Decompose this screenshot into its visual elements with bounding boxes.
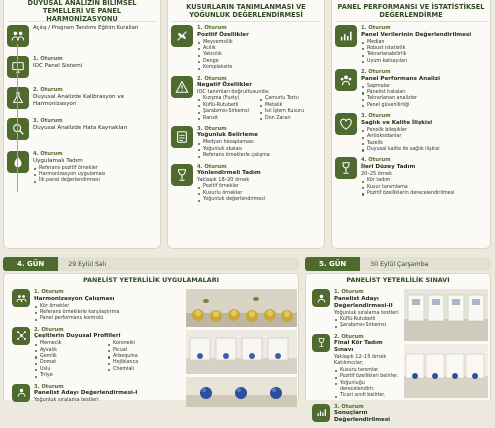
- bullet-list: [197, 184, 321, 203]
- list-item: Kızışma (Fusty): [197, 96, 259, 102]
- item-title: Pozitif Özellikler: [197, 31, 249, 38]
- day-4-header: [3, 257, 299, 271]
- day-5-photos: [404, 289, 488, 401]
- list-item: Panelist hataları: [361, 90, 487, 96]
- list-item: Don Zararı: [259, 116, 321, 122]
- column-scientific-foundations: [3, 0, 161, 249]
- list-item: Uslu: [34, 367, 107, 373]
- results-icon: [312, 404, 330, 422]
- agenda-item-session-2: [7, 87, 157, 109]
- list-item: Tekrarlanabilirlik: [361, 52, 487, 58]
- session-label: 4. Oturum: [361, 157, 391, 164]
- people-icon: [12, 289, 30, 307]
- agenda-item-session-2: [12, 327, 180, 380]
- session-label: 2. Oturum: [33, 87, 63, 93]
- list-item: Antioksidanlar: [361, 134, 487, 140]
- item-title: Negatif Özellikler: [197, 82, 252, 89]
- session-label: 1. Oturum: [361, 25, 391, 31]
- blind-tasting-icon: [312, 334, 330, 352]
- item-title: Final Kör Tadım Sınavı: [334, 340, 383, 354]
- warning-icon: [171, 76, 193, 98]
- agenda-item-session-3: [335, 113, 487, 153]
- checklist-icon: [171, 126, 193, 148]
- tasting-booths-photo: [186, 330, 297, 374]
- list-item: Harmonizasyon uygulaması: [33, 172, 157, 178]
- list-item: Panel performans kontrolü: [34, 316, 180, 322]
- list-item: Kör tadım: [361, 178, 487, 184]
- column-title: PANEL PERFORMANSI VE İSTATİSTİKSEL DEĞERLENDİRME: [335, 0, 487, 22]
- olive-oil-drop-icon: [7, 151, 29, 173]
- heart-icon: [335, 113, 357, 135]
- list-item: Referans pozitif örnekler: [33, 166, 157, 172]
- flask-icon: [7, 87, 29, 109]
- wine-glass-icon: [335, 157, 357, 179]
- list-item: Kör örnekler: [34, 304, 180, 310]
- item-title: Yönlendirmeli Tadım: [197, 170, 261, 177]
- session-label: 3. Oturum: [34, 383, 64, 390]
- column-panel-performance: [331, 0, 491, 249]
- list-item: Tekrarlanan analizler: [361, 96, 487, 102]
- item-title: Yoğunluk Belirleme: [197, 132, 258, 139]
- session-label: 2. Oturum: [361, 69, 391, 76]
- list-item: Referans örneklerle çalışma: [197, 153, 321, 159]
- day-4-photos: [186, 289, 297, 410]
- list-item: Hojiblanca: [107, 360, 180, 366]
- agenda-item-session-1: [171, 25, 321, 72]
- list-item: Sapmalar: [361, 84, 487, 90]
- bullet-list: [197, 40, 321, 72]
- item-subtitle: Katılımcılar;: [334, 360, 364, 367]
- bullet-list: [197, 96, 259, 122]
- item-title: Panelist Adayı Değerlendirmesi-I: [34, 390, 138, 397]
- day-4-sessions: [12, 289, 180, 407]
- list-item: Isıl İşlem Kusuru: [259, 109, 321, 115]
- list-item: Küflü-Rutubetli: [197, 103, 259, 109]
- monitor-icon: [7, 56, 29, 78]
- item-title: Sağlık ve Kalite İlişkisi: [361, 119, 433, 126]
- list-item: Ayvalık: [34, 348, 107, 354]
- bullet-list: [361, 40, 487, 66]
- item-title: Panelist Adayı Değerlendirmesi-II: [334, 295, 393, 309]
- panel-title: PANELİST YETERLİLİK SINAVI: [346, 276, 450, 284]
- list-item: Koroneiki: [107, 341, 180, 347]
- olive-oil-glasses-photo: [186, 289, 297, 327]
- item-subtitle: IOC tanımları doğrultusunda;: [197, 89, 270, 96]
- day-date: 29 Eylül Salı: [68, 260, 107, 268]
- list-item: Yakıcılık: [197, 52, 321, 58]
- list-item: Acılık: [197, 46, 321, 52]
- list-item: Meyvemsilik: [197, 40, 321, 46]
- item-title: Harmonizasyon Çalışması: [34, 295, 115, 302]
- item-title: Çeşitlerin Duyusal Profilleri: [34, 333, 121, 340]
- list-item: Domat: [34, 360, 107, 366]
- day-tag: 5. GÜN: [305, 257, 360, 271]
- tasting-glass-icon: [171, 164, 193, 186]
- list-item: Pozitif özellikleri belirler.: [334, 374, 400, 380]
- candidate-icon: [312, 289, 330, 307]
- list-item: Median: [361, 40, 487, 46]
- list-item: Kusur tanımlama: [361, 185, 487, 191]
- bar-chart-icon: [335, 25, 357, 47]
- agenda-item-session-3: [312, 404, 400, 425]
- session-label: 1. Oturum: [33, 56, 63, 62]
- olive-network-icon: [12, 327, 30, 345]
- list-item: Robust istatistik: [361, 46, 487, 52]
- column-defects-intensity: [167, 0, 325, 249]
- session-label: 4. Oturum: [33, 151, 63, 157]
- panel-title: PANELİST YETERLİLİK UYGULAMALARI: [83, 276, 219, 284]
- agenda-item-session-4: [7, 151, 157, 185]
- session-label: 2. Oturum: [34, 326, 64, 333]
- list-item: Picual: [107, 348, 180, 354]
- item-subtitle: Yoğunluk sıralama testleri: [334, 309, 399, 316]
- agenda-item-opening: [7, 25, 157, 47]
- list-item: Pozitif örnekler: [197, 184, 321, 190]
- list-item: Şarabımsı-Sirkemsi: [334, 323, 400, 329]
- session-label: 4. Oturum: [197, 163, 227, 170]
- list-item: Referans örneklerle karşılaştırma: [34, 310, 180, 316]
- list-item: Ransit: [197, 116, 259, 122]
- item-title: Panel Verilerinin Değerlendirilmesi: [361, 31, 472, 38]
- agenda-item-session-3: [7, 118, 157, 140]
- list-item: Arbequina: [107, 354, 180, 360]
- list-item: Kusurlu örnekler: [197, 191, 321, 197]
- item-title: İleri Düzey Tadım: [361, 163, 416, 170]
- agenda-item-session-3: [12, 384, 180, 404]
- item-title: Sonuçların Değerlendirilmesi: [334, 410, 391, 424]
- agenda-item-session-2: [312, 334, 400, 400]
- list-item: Medyan hesaplaması: [197, 140, 321, 146]
- session-label: 2. Oturum: [334, 333, 364, 340]
- bullet-list: [34, 341, 107, 379]
- agenda-item-session-2: [335, 69, 487, 109]
- day-5-sessions: [312, 289, 400, 428]
- list-item: İlk panel değerlendirmesi: [33, 178, 157, 184]
- item-title: Açılış / Program Tanıtımı Eğitim Kuralları: [33, 25, 139, 31]
- group-analysis-icon: [335, 69, 357, 91]
- day-date: 30 Eylül Çarşamba: [370, 260, 429, 268]
- session-label: 2. Oturum: [197, 75, 227, 82]
- list-item: Kompleksite: [197, 65, 321, 71]
- list-item: Memecik: [34, 341, 107, 347]
- timeline-connector: [17, 44, 18, 192]
- bullet-list: [361, 84, 487, 110]
- bullet-list: [197, 140, 321, 159]
- session-label: 3. Oturum: [33, 118, 63, 124]
- blue-tasting-glasses-photo: [186, 377, 297, 407]
- list-item: Kusuru tanımlar.: [334, 368, 400, 374]
- bullet-list: [334, 317, 400, 330]
- bullet-list: [361, 178, 487, 197]
- list-item: Gemlik: [34, 354, 107, 360]
- bullet-list: [33, 166, 157, 185]
- list-item: Küflü-Rutubetli: [334, 317, 400, 323]
- session-label: 3. Oturum: [197, 125, 227, 132]
- agenda-item-session-1: [7, 56, 157, 78]
- agenda-item-session-1: [335, 25, 487, 65]
- bullet-list: [259, 96, 321, 122]
- item-title: Uygulamalı Tadım: [33, 157, 83, 164]
- list-item: Fenolik bileşikler: [361, 128, 487, 134]
- magnifier-icon: [7, 118, 29, 140]
- agenda-item-session-1: [12, 289, 180, 323]
- olive-branch-icon: [171, 25, 193, 47]
- day-tag: 4. GÜN: [3, 257, 58, 271]
- day-4-panel: [3, 273, 299, 404]
- item-title: Duyusal Analizde Hata Kaynakları: [33, 124, 128, 131]
- list-item: Trilye: [34, 373, 107, 379]
- list-item: Metalik: [259, 103, 321, 109]
- list-item: Duyusal kalite ile sağlık ilişkisi: [361, 147, 487, 153]
- list-item: Şarabımsı-Sirkemsi: [197, 109, 259, 115]
- bullet-list: [34, 304, 180, 323]
- list-item: Yoğunluk skalası: [197, 147, 321, 153]
- list-item: Chemlali: [107, 367, 180, 373]
- item-title: Panel Performans Analizi: [361, 75, 441, 82]
- agenda-item-session-4: [335, 157, 487, 197]
- list-item: Yoğunluk değerlendirmesi: [197, 197, 321, 203]
- list-item: Tazelik: [361, 141, 487, 147]
- list-item: Çamurlu Tortu: [259, 96, 321, 102]
- agenda-item-session-3: [171, 126, 321, 160]
- agenda-item-session-4: [171, 164, 321, 204]
- agenda-item-session-1: [312, 289, 400, 330]
- session-label: 3. Oturum: [334, 403, 364, 410]
- item-title: Duyusal Analizde Kalibrasyon ve Harmonizasyon: [33, 93, 125, 107]
- item-subtitle: Yaklaşık 18–20 örnek: [197, 177, 250, 184]
- bullet-list: [334, 368, 400, 400]
- list-item: Yoğunluğu derecelendirir.: [334, 381, 400, 394]
- agenda-item-session-2: [171, 76, 321, 122]
- item-subtitle: 20–25 örnek: [361, 170, 392, 177]
- session-label: 3. Oturum: [361, 113, 391, 120]
- tasting-room-photo: [404, 344, 488, 398]
- bullet-list: [107, 341, 180, 379]
- day-5-header: [305, 257, 491, 271]
- column-title: KUSURLARIN TANIMLANMASI VE YOĞUNLUK DEĞERLENDİRMESİ: [171, 0, 321, 22]
- list-item: Ticari sınıfı belirler.: [334, 393, 400, 399]
- item-title: IOC Panel Sistemi: [33, 62, 83, 69]
- list-item: Denge: [197, 59, 321, 65]
- list-item: Uyum katsayıları: [361, 59, 487, 65]
- session-label: 1. Oturum: [197, 25, 227, 31]
- session-label: 1. Oturum: [34, 289, 64, 295]
- day-5-panel: [305, 273, 491, 424]
- list-item: Panel güvenilirliği: [361, 103, 487, 109]
- list-item: Pozitif özelliklerin derecelendirilmesi: [361, 191, 487, 197]
- people-icon: [7, 25, 29, 47]
- item-subtitle: Yaklaşık 12–15 örnek: [334, 354, 387, 361]
- item-subtitle: Yoğunluk sıralama testleri: [34, 397, 99, 404]
- session-label: 1. Oturum: [334, 289, 364, 295]
- candidate-icon: [12, 384, 30, 402]
- bullet-list: [361, 128, 487, 154]
- laboratory-photo: [404, 289, 488, 341]
- column-title: DUYUSAL ANALİZİN BİLİMSEL TEMELLERİ VE PANEL HARMONİZASYONU: [7, 0, 157, 22]
